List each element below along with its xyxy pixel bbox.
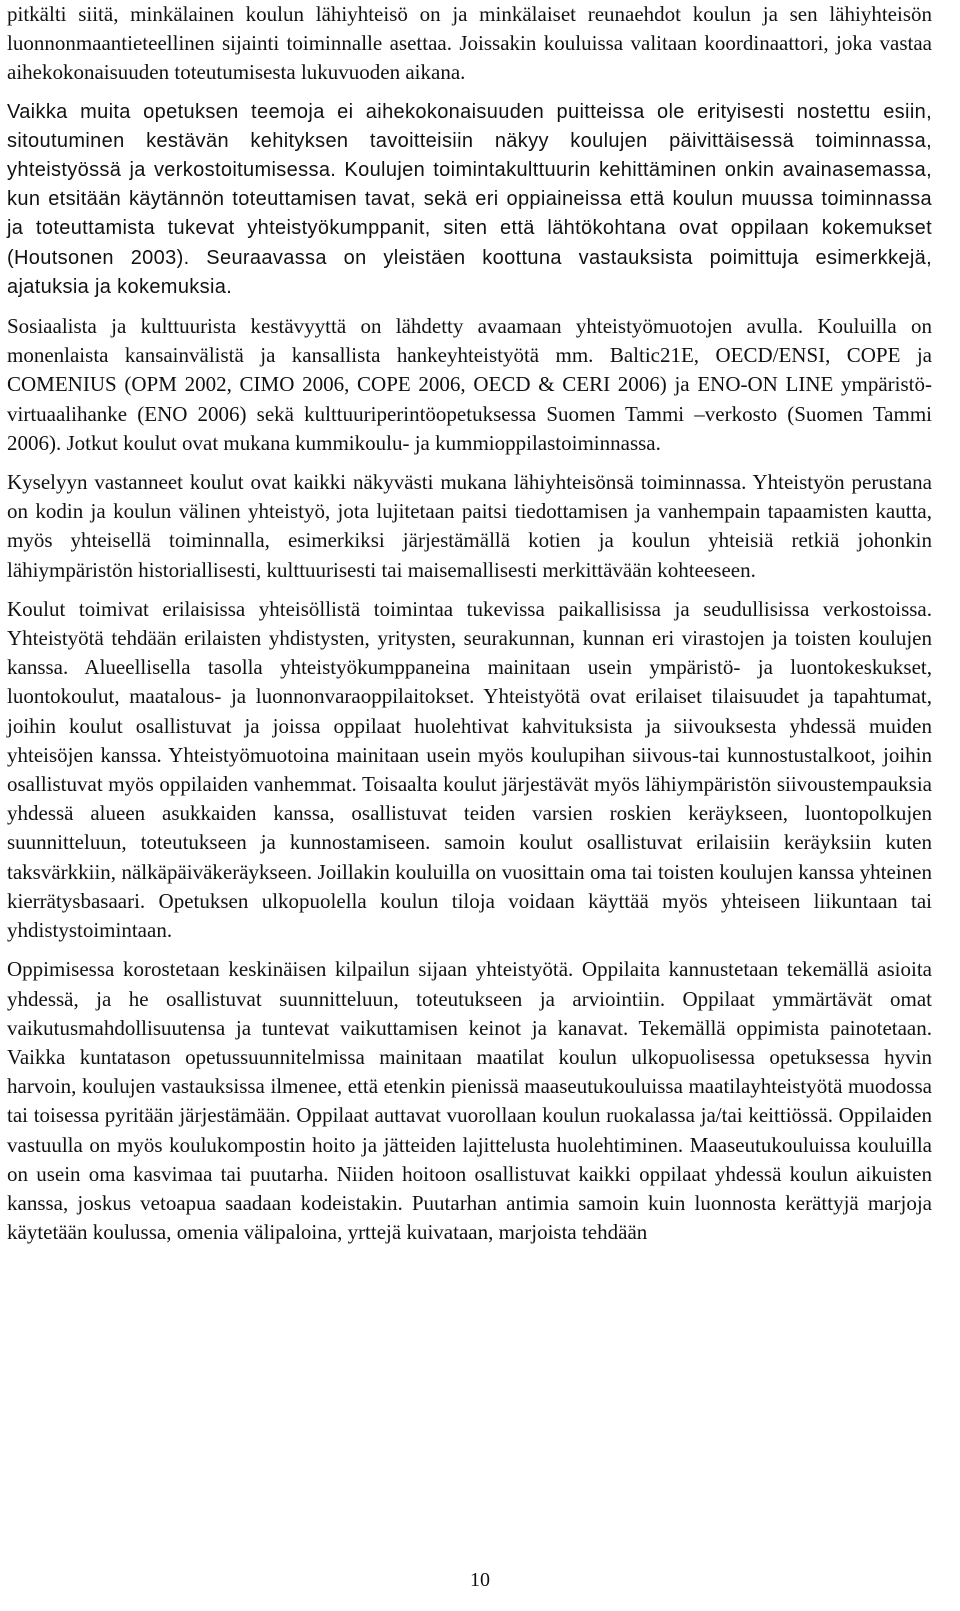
- page-number: 10: [470, 1569, 490, 1591]
- paragraph-4: Kyselyyn vastanneet koulut ovat kaikki näkyvästi mukana lähiyhteisönsä toiminnassa. Yhteistyön perustana on kodin ja koulun välinen yhteistyö, jota lujitetaan paitsi tiedottamisen ja vanhempain tapaamisten kautta, myös yhteisellä toiminnalla, esimerkiksi järjestämällä kotien ja koulun yhteisiä retkiä johonkin lähiympäristön historiallisesti, kulttuurisesti tai maisemallisesti merkittävään kohteeseen.: [7, 470, 932, 582]
- paragraph-2: Vaikka muita opetuksen teemoja ei aihekokonaisuuden puitteissa ole erityisesti nostettu esiin, sitoutuminen kestävän kehityksen tavoitteisiin näkyy koulujen päivittäisessä toiminnassa, yhteistyössä ja verkostoitumisessa. Koulujen toimintakulttuurin kehittäminen onkin avainasemassa, kun etsitään käytännön toteuttamisen tavat, sekä eri oppiaineissa että koulun muussa toiminnassa ja toteuttamista tukevat yhteistyökumppanit, siten että lähtökohtana ovat oppilaan kokemukset (Houtsonen 2003). Seuraavassa on yleistäen koottuna vastauksista poimittuja esimerkkejä, ajatuksia ja kokemuksia.: [7, 100, 932, 298]
- paragraph-5: Koulut toimivat erilaisissa yhteisöllistä toimintaa tukevissa paikallisissa ja seudullisissa verkostoissa. Yhteistyötä tehdään erilaisten yhdistysten, yritysten, seurakunnan, kunnan eri virastojen ja toisten koulujen kanssa. Alueellisella tasolla yhteistyökumppaneina mainitaan usein ympäristö- ja luontokeskukset, luontokoulut, maatalous- ja luonnonvaraoppilaitokset. Yhteistyötä ovat erilaiset tilaisuudet ja tapahtumat, joihin koulut osallistuvat ja joissa oppilaat huolehtivat kahvituksista ja siivouksesta yhdessä muiden yhteisöjen kanssa. Yhteistyömuotoina mainitaan usein myös koulupihan siivous-tai kunnostustalkoot, joihin osallistuvat myös oppilaiden vanhemmat. Toisaalta koulut järjestävät myös lähiympäristön siivoustempauksia yhdessä alueen asukkaiden kanssa, osallistuvat teiden varsien roskien keräykseen, luontopolkujen suunnitteluun, toteutukseen ja kunnostamiseen. samoin koulut osallistuvat erilaisiin keräyksiin kuten taksvärkkiin, nälkäpäiväkeräykseen. Joillakin kouluilla on vuosittain oma tai toisten koulujen kanssa yhteinen kierrätysbasaari. Opetuksen ulkopuolella koulun tiloja voidaan käyttää myös yhteiseen liikuntaan tai yhdistystoimintaan.: [7, 596, 932, 943]
- paragraph-1: pitkälti siitä, minkälainen koulun lähiyhteisö on ja minkälaiset reunaehdot koulun ja sen lähiyhteisön luonnonmaantieteellinen sijainti toiminnalle asettaa. Joissakin kouluissa valitaan koordinaattori, joka vastaa aihekokonaisuuden toteutumisesta lukuvuoden aikana.: [7, 2, 932, 85]
- document-page: [7, 0, 932, 1247]
- paragraph-3: Sosiaalista ja kulttuurista kestävyyttä on lähdetty avaamaan yhteistyömuotojen avulla. Kouluilla on monenlaista kansainvälistä ja kansallista hankeyhteistyötä mm. Baltic21E, OECD/ENSI, COPE ja COMENIUS (OPM 2002, CIMO 2006, COPE 2006, OECD & CERI 2006) ja ENO-ON LINE ympäristö-virtuaalihanke (ENO 2006) sekä kulttuuriperintöopetuksessa Suomen Tammi –verkosto (Suomen Tammi 2006). Jotkut koulut ovat mukana kummikoulu- ja kummioppilastoiminnassa.: [7, 314, 932, 455]
- paragraph-6: Oppimisessa korostetaan keskinäisen kilpailun sijaan yhteistyötä. Oppilaita kannustetaan tekemällä asioita yhdessä, ja he osallistuvat suunnitteluun, toteutukseen ja arviointiin. Oppilaat ymmärtävät omat vaikutusmahdollisuutensa ja tuntevat vaikuttamisen keinot ja kanavat. Tekemällä oppimista painotetaan. Vaikka kuntatason opetussuunnitelmissa mainitaan maatilat koulun ulkopuolisessa opetuksessa hyvin harvoin, koulujen vastauksissa ilmenee, että etenkin pienissä maaseutukouluissa maatilayhteistyötä muodossa tai toisessa pyritään järjestämään. Oppilaat auttavat vuorollaan koulun ruokalassa ja/tai keittiössä. Oppilaiden vastuulla on myös koulukompostin hoito ja jätteiden lajittelusta huolehtiminen. Maaseutukouluissa kouluilla on usein oma kasvimaa tai puutarha. Niiden hoitoon osallistuvat kaikki oppilaat yhdessä koulun aikuisten kanssa, joskus vetoapua saadaan kodeistakin. Puutarhan antimia samoin kuin luonnosta kerättyjä marjoja käytetään koulussa, omenia välipaloina, yrttejä kuivataan, marjoista tehdään: [7, 957, 932, 1245]
